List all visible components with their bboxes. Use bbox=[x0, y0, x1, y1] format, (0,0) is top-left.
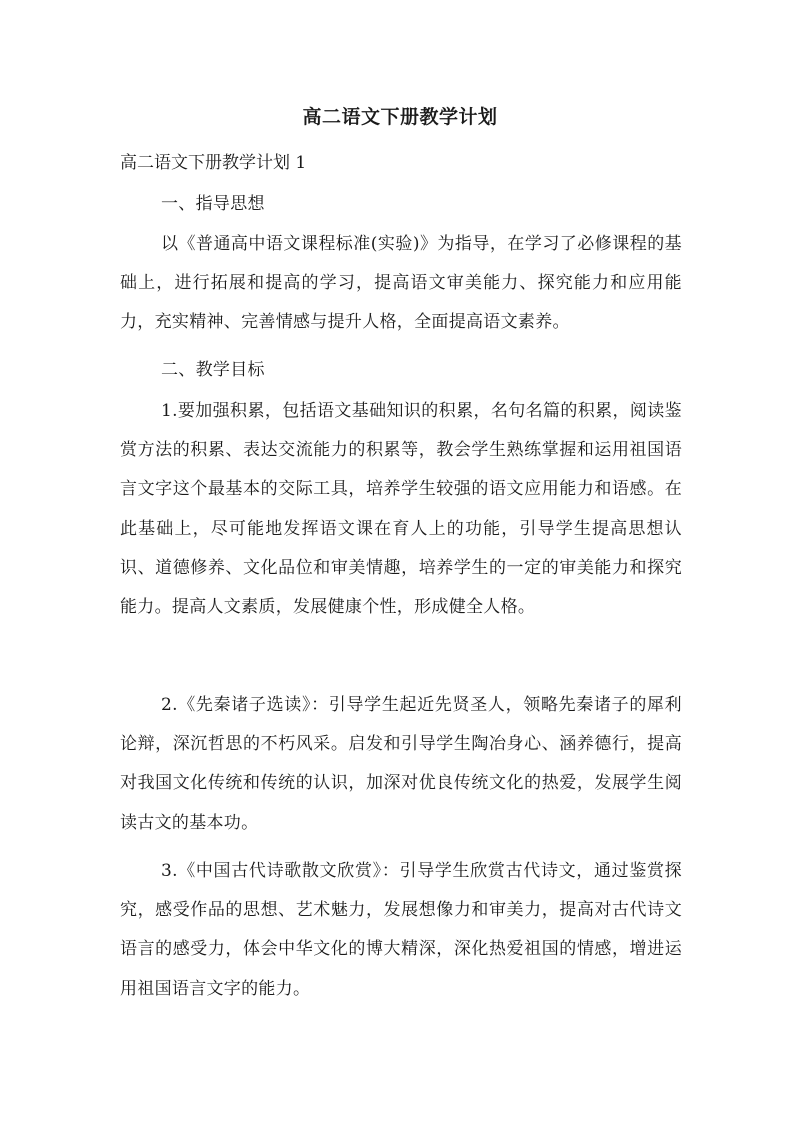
paragraph-guiding-thought: 以《普通高中语文课程标准(实验)》为指导，在学习了必修课程的基础上，进行拓展和提高的学习，提高语文审美能力、探究能力和应用能力，充实精神、完善情感与提升人格，全面提高语文素养。 bbox=[120, 234, 682, 333]
paragraph-goal-1: 1.要加强积累，包括语文基础知识的积累，名句名篇的积累，阅读鉴赏方法的积累、表达交流能力的积累等，教会学生熟练掌握和运用祖国语言文字这个最基本的交际工具，培养学生较强的语文应用能力和语感。在此基础上，尽可能地发挥语文课在育人上的功能，引导学生提高思想认识、道德修养、文化品位和审美情趣，培养学生的一定的审美能力和探究能力。提高人文素质，发展健康个性，形成健全人格。 bbox=[120, 401, 682, 618]
document-subtitle: 高二语文下册教学计划 1 bbox=[120, 153, 307, 173]
document-title: 高二语文下册教学计划 bbox=[302, 106, 498, 128]
paragraph-goal-3: 3.《中国古代诗歌散文欣赏》：引导学生欣赏古代诗文，通过鉴赏探究，感受作品的思想、艺术魅力，发展想像力和审美力，提高对古代诗文语言的感受力，体会中华文化的博大精深，深化热爱祖国的情感，增进运用祖国语言文字的能力。 bbox=[120, 861, 682, 999]
section-heading-teaching-goals: 二、教学目标 bbox=[161, 360, 265, 380]
section-heading-guiding-thought: 一、指导思想 bbox=[161, 194, 265, 214]
paragraph-goal-2: 2.《先秦诸子选读》：引导学生起近先贤圣人，领略先秦诸子的犀利论辩，深沉哲思的不朽风采。启发和引导学生陶冶身心、涵养德行，提高对我国文化传统和传统的认识，加深对优良传统文化的热爱，发展学生阅读古文的基本功。 bbox=[120, 695, 682, 833]
